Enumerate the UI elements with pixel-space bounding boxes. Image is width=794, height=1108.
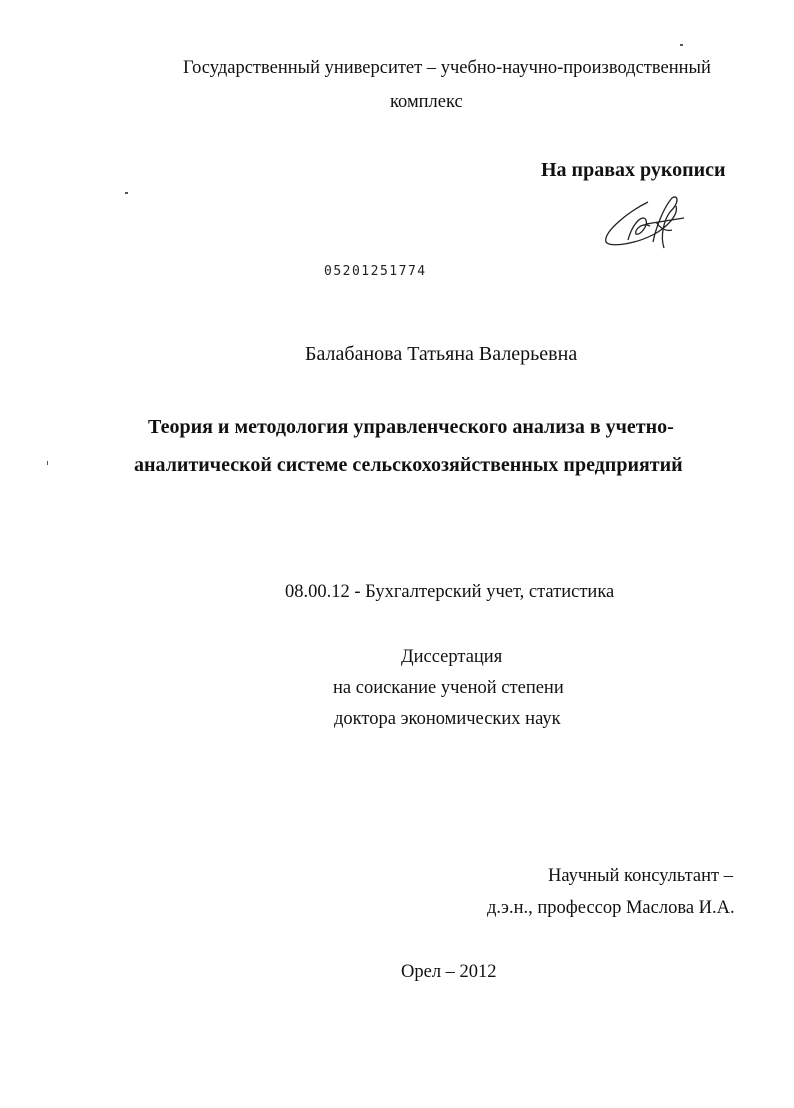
specialty-code: 08.00.12 - Бухгалтерский учет, статистика — [285, 582, 615, 602]
consultant-label: Научный консультант – — [548, 866, 733, 886]
document-type: Диссертация — [401, 647, 503, 667]
signature-icon — [598, 192, 688, 252]
dissertation-title-line2: аналитической системе сельскохозяйственных предприятий — [134, 454, 683, 476]
author-name: Балабанова Татьяна Валерьевна — [305, 343, 578, 365]
institution-name-line1: Государственный университет – учебно-научно-производственный — [183, 58, 711, 78]
dissertation-title-line1: Теория и методология управленческого анализа в учетно- — [148, 416, 674, 438]
scan-speck — [47, 461, 48, 465]
degree-line1: на соискание ученой степени — [333, 678, 564, 698]
scan-speck — [680, 44, 683, 46]
registration-number: 05201251774 — [324, 264, 427, 279]
manuscript-rights-label: На правах рукописи — [541, 159, 726, 181]
degree-line2: доктора экономических наук — [334, 709, 561, 729]
consultant-name: д.э.н., профессор Маслова И.А. — [487, 898, 735, 918]
institution-name-line2: комплекс — [390, 92, 463, 112]
scan-speck — [125, 192, 128, 194]
city-year: Орел – 2012 — [401, 962, 497, 982]
